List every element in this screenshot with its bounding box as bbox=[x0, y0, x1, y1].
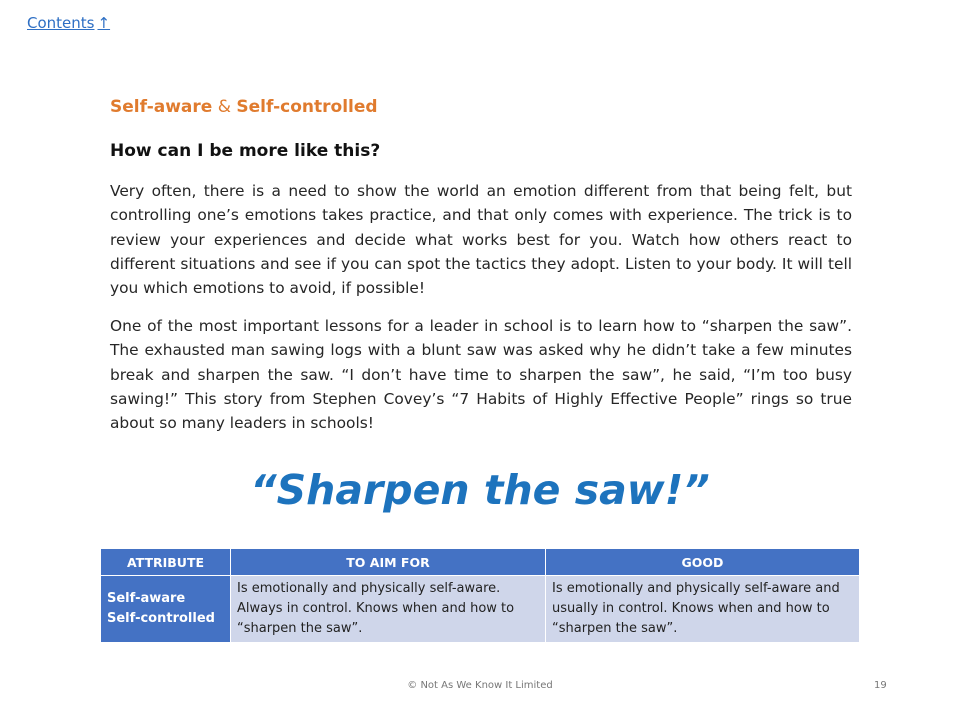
footer-copyright: © Not As We Know It Limited bbox=[407, 680, 553, 691]
table-header-row bbox=[101, 549, 860, 576]
table-row bbox=[101, 576, 860, 643]
attribute-cell bbox=[101, 576, 231, 643]
section-title-part1: Self-aware bbox=[110, 97, 213, 117]
section-title-amp: & bbox=[212, 97, 237, 117]
contents-link[interactable] bbox=[27, 14, 110, 32]
page-number: 19 bbox=[874, 680, 887, 691]
arrow-up-icon: ↑ bbox=[97, 14, 111, 32]
contents-link-label: Contents bbox=[27, 14, 95, 32]
aim-for-cell: Is emotionally and physically self-aware. Always in control. Knows when and how to “sharpen the saw”. bbox=[231, 576, 546, 643]
body-paragraph-2: One of the most important lessons for a leader in school is to learn how to “sharpen the saw”. The exhausted man sawing logs with a blunt saw was asked why he didn’t take a few minutes break and sharpen the saw. “I don’t have time to sharpen the saw”, he said, “I’m too busy sawing!” This story from Stephen Covey’s “7 Habits of Highly Effective People” rings so true about so many leaders in schools! bbox=[110, 317, 852, 433]
pull-quote: “Sharpen the saw!” bbox=[250, 466, 710, 514]
attribute-line-1: Self-aware bbox=[107, 591, 186, 606]
section-title-part2: Self-controlled bbox=[236, 97, 378, 117]
attribute-table bbox=[100, 548, 860, 643]
section-title bbox=[110, 97, 378, 117]
body-paragraph-1: Very often, there is a need to show the world an emotion different from that being felt, but controlling one’s emotions takes practice, and that only comes with experience. The trick is to review your experiences and decide what works best for you. Watch how others react to different situations and see if you can spot the tactics they adopt. Listen to your body. It will tell you which emotions to avoid, if possible! bbox=[110, 182, 852, 298]
header-aim-for: TO AIM FOR bbox=[231, 549, 546, 576]
header-good: GOOD bbox=[546, 549, 860, 576]
attribute-line-2: Self-controlled bbox=[107, 611, 215, 626]
question-heading: How can I be more like this? bbox=[110, 141, 381, 161]
header-attribute: ATTRIBUTE bbox=[101, 549, 231, 576]
good-cell: Is emotionally and physically self-aware and usually in control. Knows when and how to “sharpen the saw”. bbox=[546, 576, 860, 643]
